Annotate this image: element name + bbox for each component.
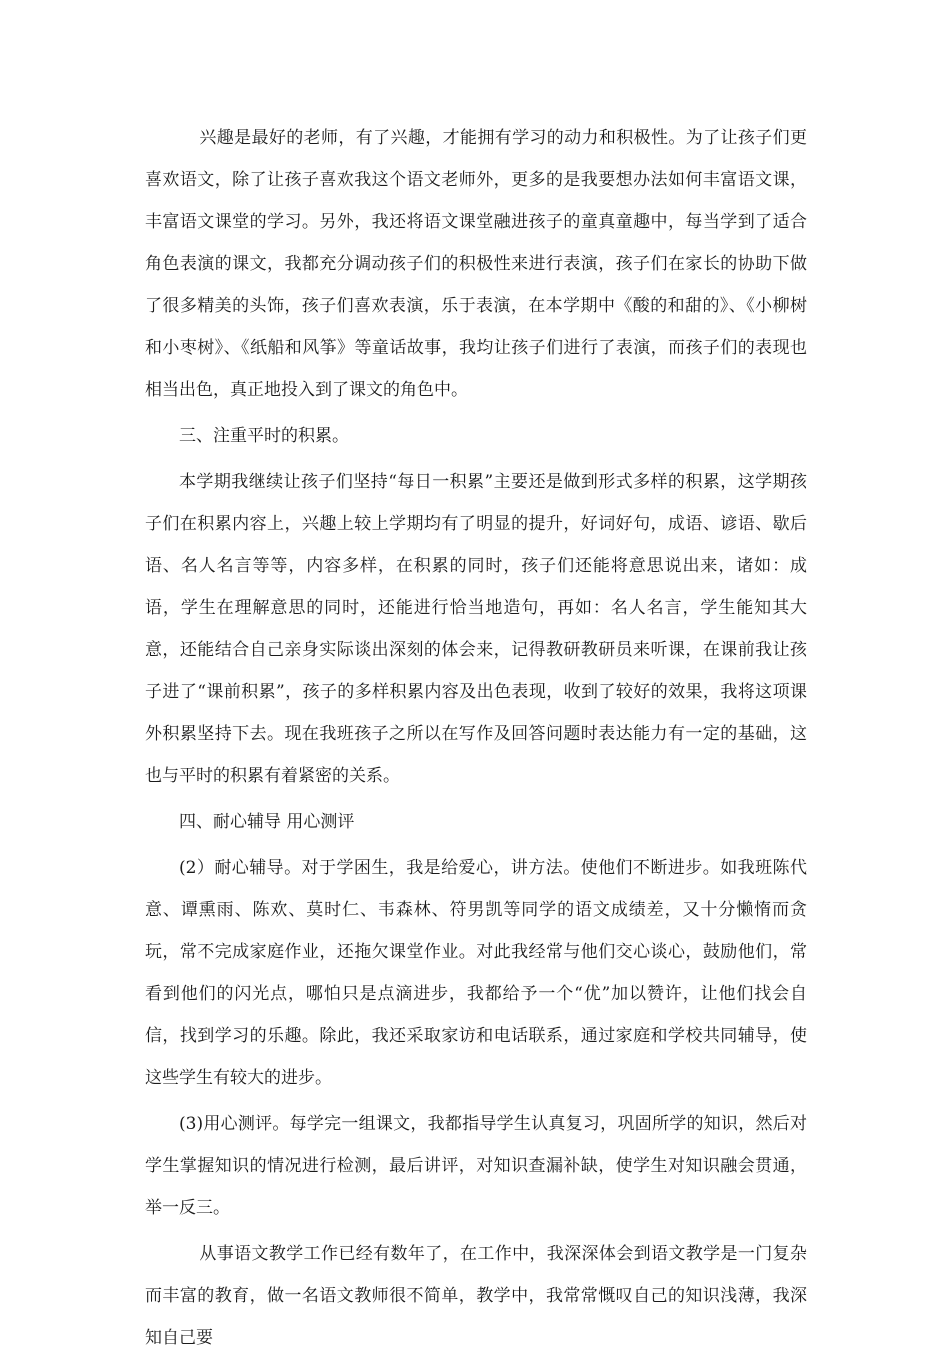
paragraph-accumulation: 本学期我继续让孩子们坚持“每日一积累”主要还是做到形式多样的积累，这学期孩子们在积累内容上，兴趣上较上学期均有了明显的提升，好词好句，成语、谚语、歇后语、名人名言等等，内容多样，在积累的同时，孩子们还能将意思说出来，诸如：成语，学生在理解意思的同时，还能进行恰当地造句，再如：名人名言，学生能知其大意，还能结合自己亲身实际谈出深刻的体会来，记得教研教研员来听课，在课前我让孩子进了“课前积累”，孩子的多样积累内容及出色表现，收到了较好的效果，我将这项课外积累坚持下去。现在我班孩子之所以在写作及回答问题时表达能力有一定的基础，这也与平时的积累有着紧密的关系。: [145, 472, 807, 786]
paragraph-assessment: (3)用心测评。每学完一组课文，我都指导学生认真复习，巩固所学的知识，然后对学生掌握知识的情况进行检测，最后讲评，对知识查漏补缺，使学生对知识融会贯通，举一反三。: [145, 1114, 807, 1218]
paragraph-reflection: 从事语文教学工作已经有数年了，在工作中，我深深体会到语文教学是一门复杂而丰富的教育，做一名语文教师很不简单，教学中，我常常慨叹自己的知识浅薄，我深知自己要: [145, 1244, 807, 1348]
section-heading-tutoring: 四、耐心辅导 用心测评: [179, 812, 355, 832]
paragraph-interest: 兴趣是最好的老师，有了兴趣，才能拥有学习的动力和积极性。为了让孩子们更喜欢语文，除了让孩子喜欢我这个语文老师外，更多的是我要想办法如何丰富语文课，丰富语文课堂的学习。另外，我还将语文课堂融进孩子的童真童趣中，每当学到了适合角色表演的课文，我都充分调动孩子们的积极性来进行表演，孩子们在家长的协助下做了很多精美的头饰，孩子们喜欢表演，乐于表演，在本学期中《酸的和甜的》、《小柳树和小枣树》、《纸船和风筝》等童话故事，我均让孩子们进行了表演，而孩子们的表现也相当出色，真正地投入到了课文的角色中。: [145, 128, 807, 400]
section-heading-accumulation: 三、注重平时的积累。: [179, 426, 349, 446]
paragraph-tutoring: (2）耐心辅导。对于学困生，我是给爱心，讲方法。使他们不断进步。如我班陈代意、谭熏雨、陈欢、莫时仁、韦森林、符男凯等同学的语文成绩差，又十分懒惰而贪玩，常不完成家庭作业，还拖欠课堂作业。对此我经常与他们交心谈心，鼓励他们，常看到他们的闪光点，哪怕只是点滴进步，我都给予一个“优”加以赞许，让他们找会自信，找到学习的乐趣。除此，我还采取家访和电话联系，通过家庭和学校共同辅导，使这些学生有较大的进步。: [145, 858, 807, 1088]
document-body: [145, 117, 807, 1359]
